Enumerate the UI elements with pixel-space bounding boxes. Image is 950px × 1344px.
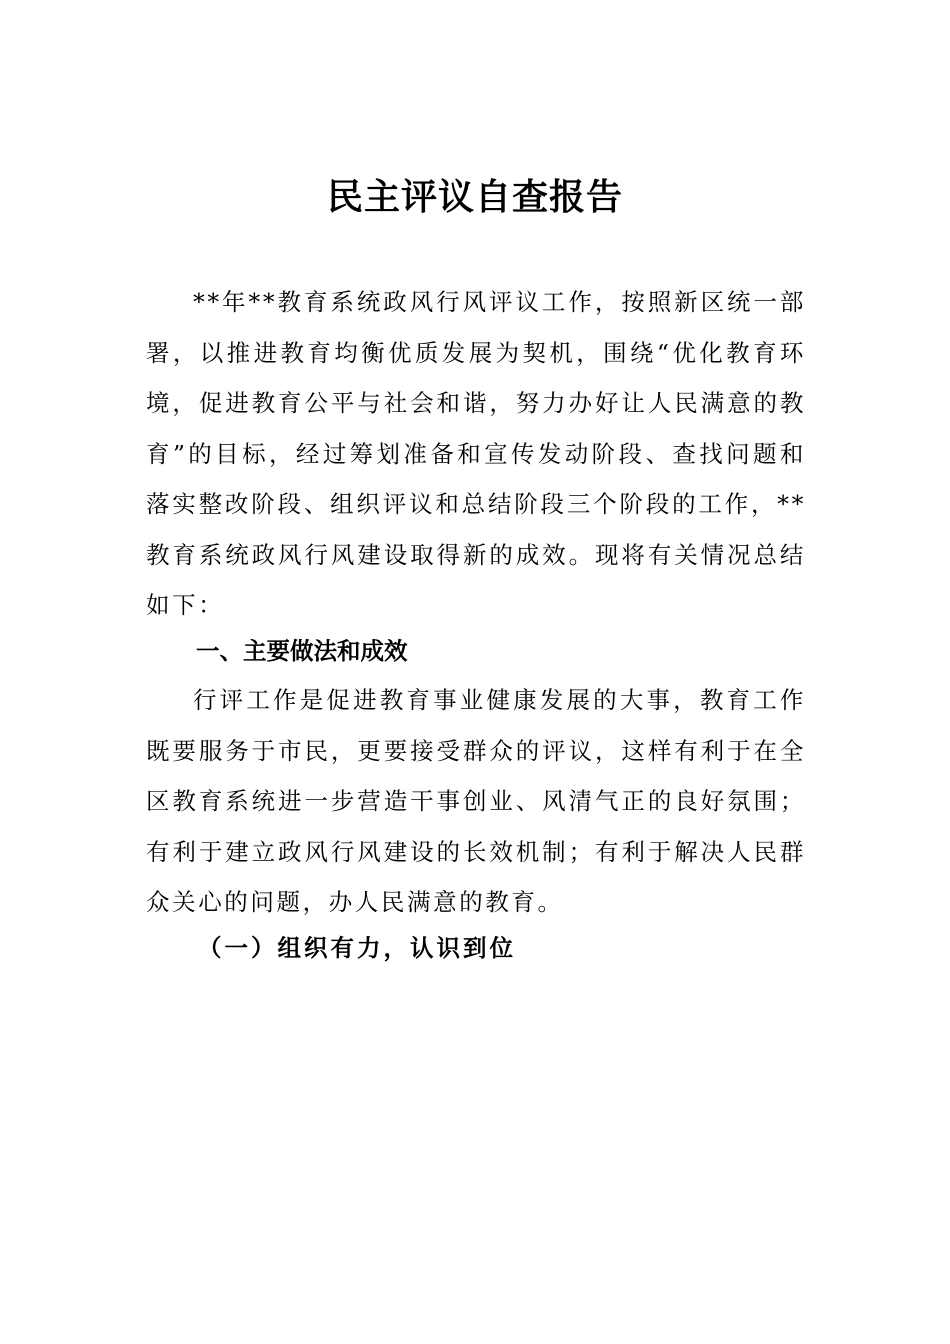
section-heading-main-practices: 一、主要做法和成效: [196, 637, 408, 665]
section-paragraph: 行评工作是促进教育事业健康发展的大事，教育工作既要服务于市民，更要接受群众的评议，这样有利于在全区教育系统进一步营造干事创业、风清气正的良好氛围；有利于建立政风行风建设的长效机制；有利于解决人民群众关心的问题，办人民满意的教育。: [146, 686, 806, 916]
document-title: 民主评议自查报告: [326, 177, 623, 218]
subsection-heading-organization: （一）组织有力，认识到位: [198, 934, 516, 962]
intro-paragraph: **年**教育系统政风行风评议工作，按照新区统一部署，以推进教育均衡优质发展为契机，围绕“优化教育环境，促进教育公平与社会和谐，努力办好让人民满意的教育”的目标，经过筹划准备和宣传发动阶段、查找问题和落实整改阶段、组织评议和总结阶段三个阶段的工作，**教育系统政风行风建设取得新的成效。现将有关情况总结如下：: [146, 288, 806, 619]
